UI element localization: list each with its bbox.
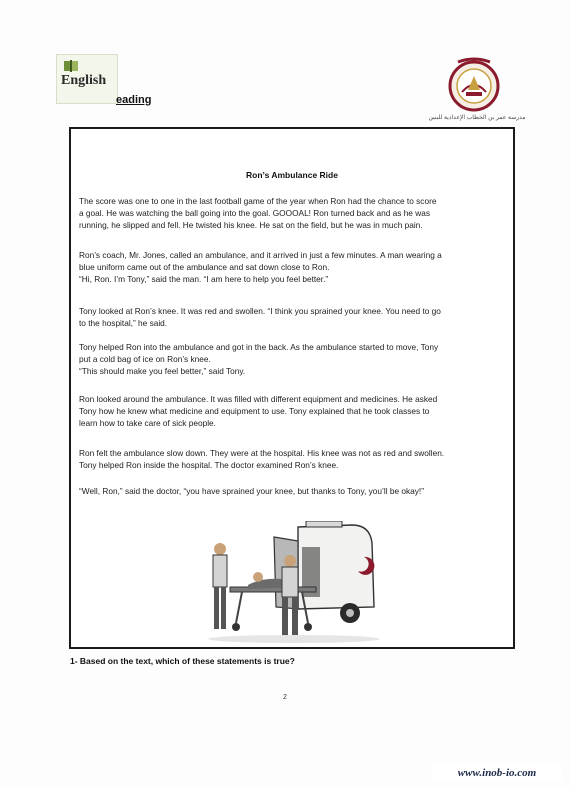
story-paragraph — [79, 249, 511, 286]
story-paragraph — [79, 447, 511, 471]
story-line: Ron’s coach, Mr. Jones, called an ambulance, and it arrived in just a few minutes. A man wearing a — [79, 250, 442, 260]
story-line: Tony helped Ron inside the hospital. The doctor examined Ron’s knee. — [79, 460, 339, 471]
english-logo — [56, 54, 118, 104]
school-emblem-icon — [444, 56, 504, 112]
story-line: learn how to take care of sick people. — [79, 418, 216, 429]
story-line: “This should make you feel better,” said Tony. — [79, 366, 246, 377]
book-icon — [63, 59, 79, 73]
logo-text: English — [61, 73, 107, 88]
story-line: blue uniform came out of the ambulance and sat down close to Ron. — [79, 262, 330, 273]
story-line: The score was one to one in the last football game of the year when Ron had the chance to score — [79, 196, 437, 206]
story-frame — [69, 127, 515, 649]
site-watermark: www.inob-io.com — [432, 764, 562, 782]
story-line: Tony how he knew what medicine and equipment to use. Tony explained that he took classes to — [79, 406, 430, 417]
story-line: “Well, Ron,” said the doctor, “you have sprained your knee, but thanks to Tony, you’ll be okay!” — [79, 486, 424, 496]
story-line: “Hi, Ron. I’m Tony,” said the man. “I am here to help you feel better.” — [79, 274, 329, 285]
story-paragraph — [79, 195, 511, 232]
school-caption: مدرسة عمر بن الخطاب الإعدادية للبنين — [428, 115, 526, 121]
story-line: running, he slipped and fell. He twisted his knee. He sat on the field, but he was in much pain. — [79, 220, 423, 231]
section-label: eading — [116, 94, 152, 106]
story-paragraph — [79, 341, 511, 378]
story-line: Tony helped Ron into the ambulance and got in the back. As the ambulance started to move, Tony — [79, 342, 439, 352]
ambulance-illustration — [202, 521, 382, 645]
question-text: 1- Based on the text, which of these statements is true? — [70, 656, 295, 666]
page-number: 2 — [283, 694, 287, 701]
story-line: Tony looked at Ron’s knee. It was red and swollen. “I think you sprained your knee. You need to go — [79, 306, 441, 316]
story-paragraph — [79, 305, 511, 329]
story-line: put a cold bag of ice on Ron’s knee. — [79, 354, 211, 365]
story-title: Ron’s Ambulance Ride — [246, 170, 338, 180]
story-paragraph — [79, 393, 511, 430]
story-line: Ron looked around the ambulance. It was filled with different equipment and medicines. He asked — [79, 394, 438, 404]
story-paragraph — [79, 485, 511, 497]
story-line: Ron felt the ambulance slow down. They were at the hospital. His knee was not as red and swollen. — [79, 448, 445, 458]
story-line: a goal. He was watching the ball going into the goal. GOOOAL! Ron turned back and as he was — [79, 208, 430, 219]
story-line: to the hospital,” he said. — [79, 318, 168, 329]
